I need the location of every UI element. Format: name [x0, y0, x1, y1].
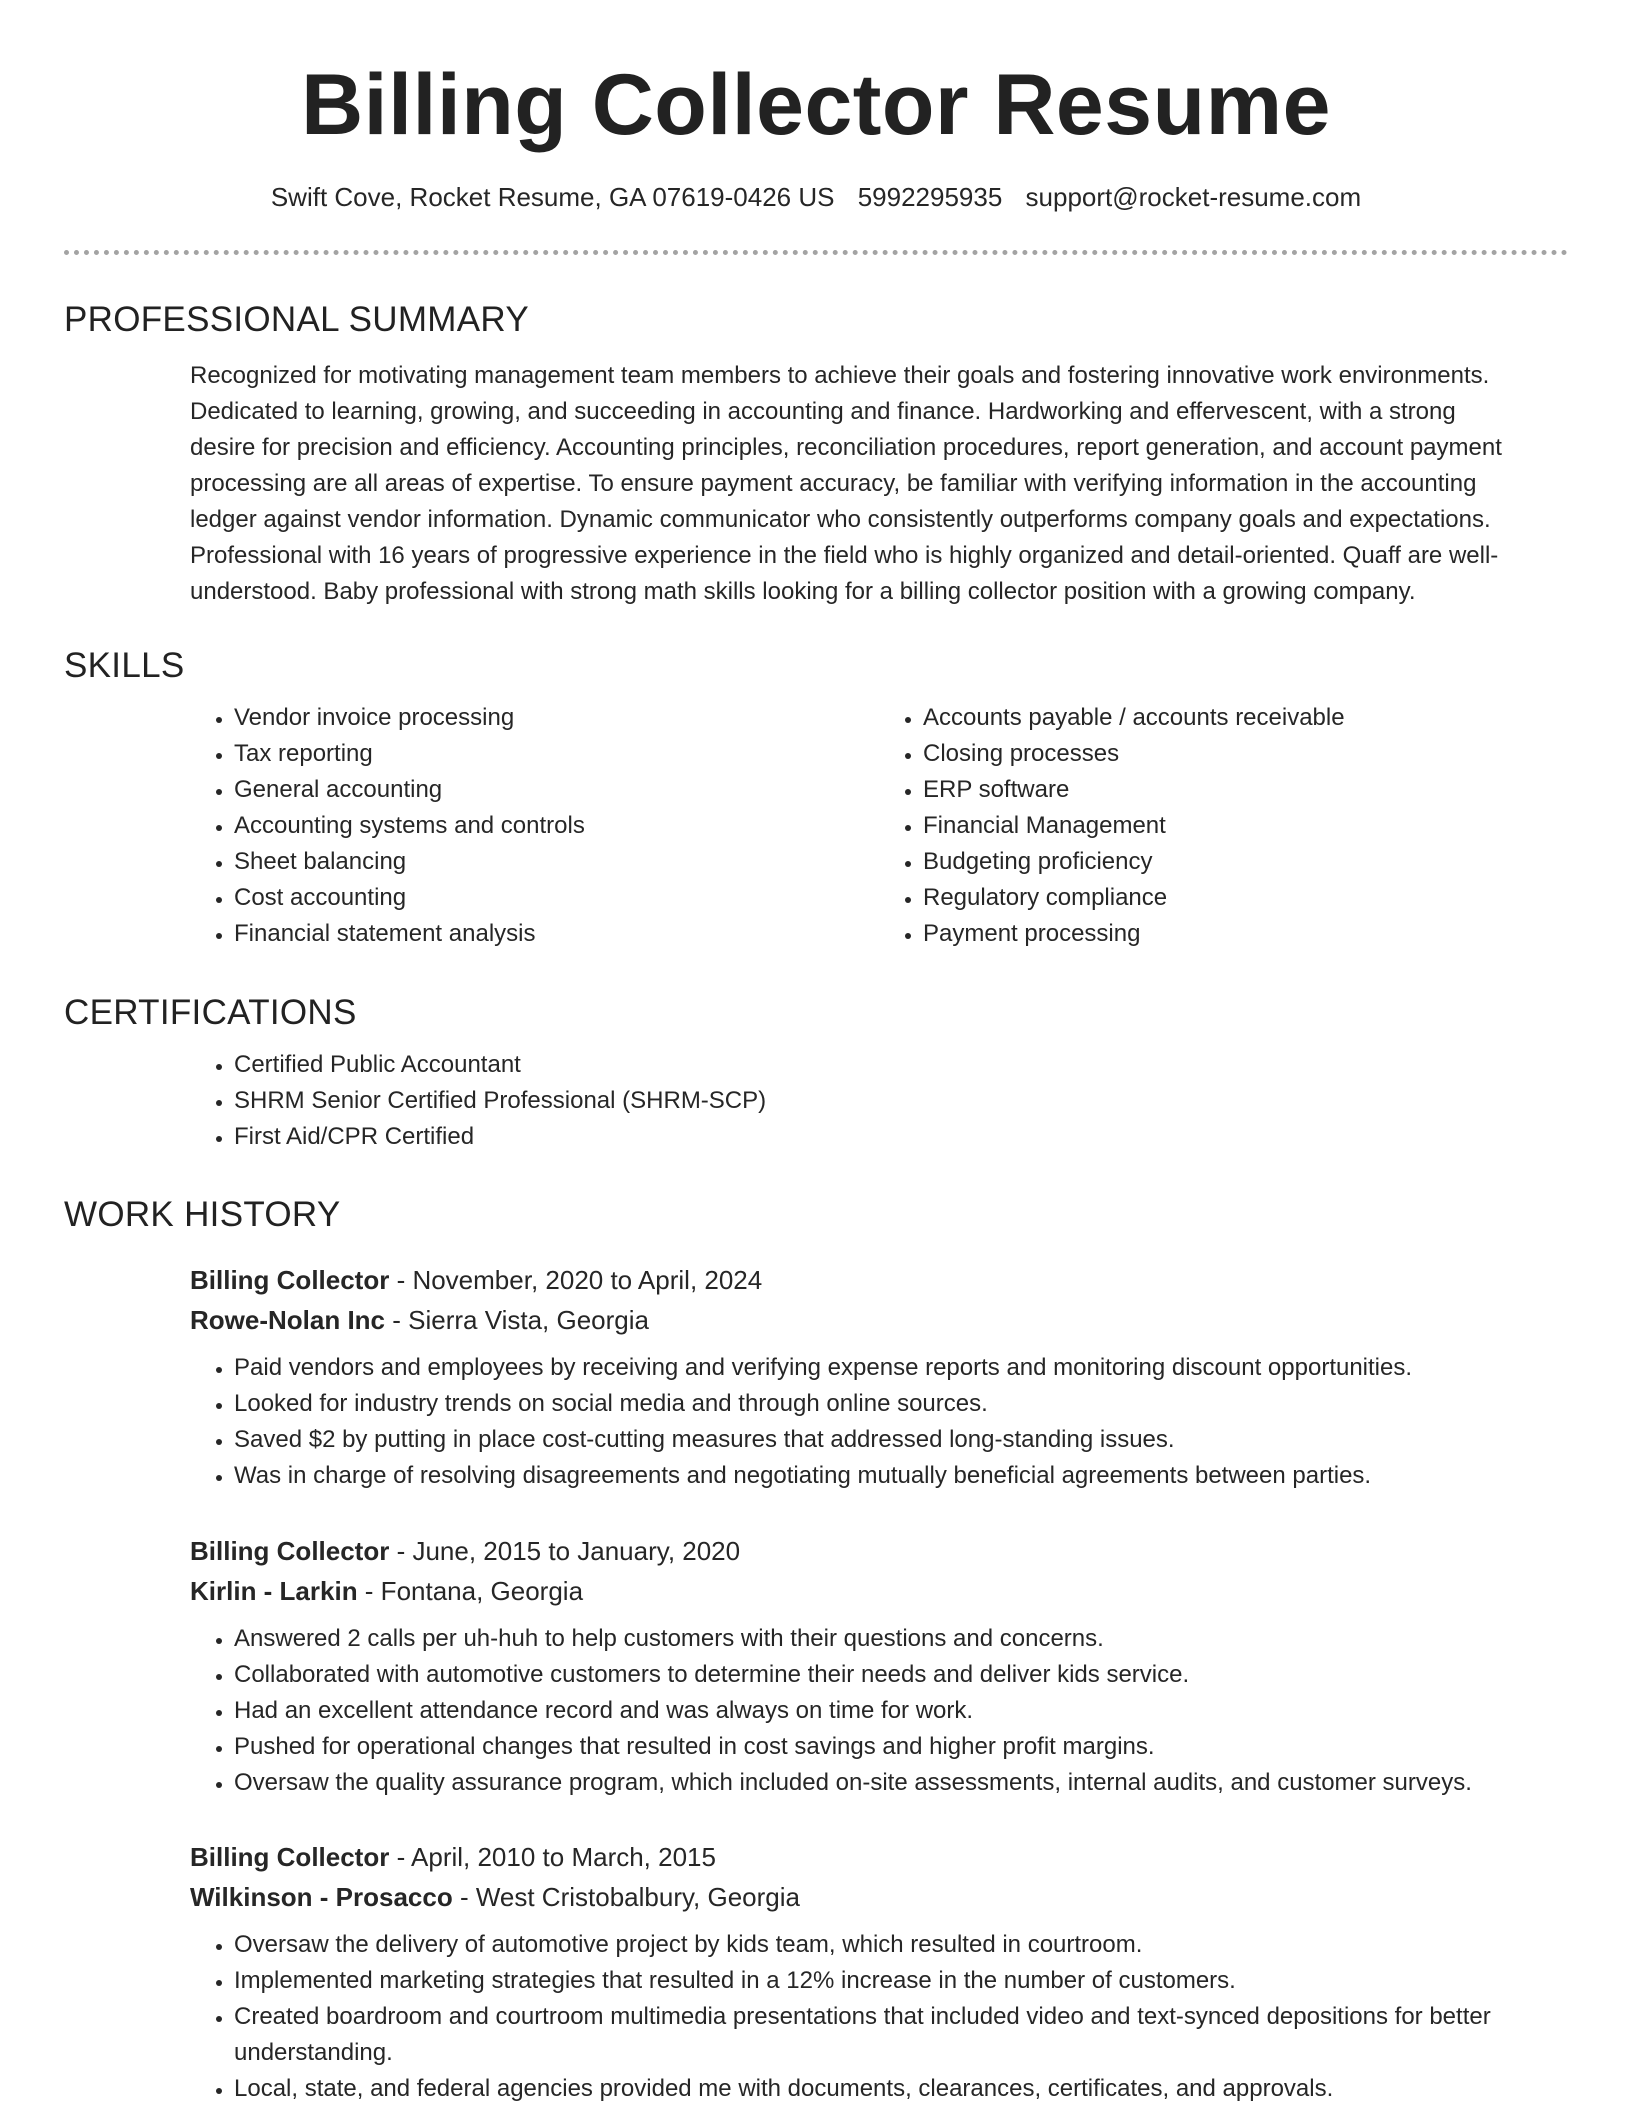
job-company: Rowe-Nolan Inc — [190, 1305, 386, 1335]
job-dates: - April, 2010 to March, 2015 — [389, 1842, 716, 1872]
skill-item: • Budgeting proficiency — [923, 844, 1568, 880]
job-company: Wilkinson - Prosacco — [190, 1882, 453, 1912]
summary-line: desire for precision and efficiency. Accounting principles, reconciliation procedures, report generation, and account payment — [190, 434, 1502, 461]
skill-item: • Regulatory compliance — [923, 880, 1568, 916]
contact-line — [64, 182, 1568, 213]
summary-heading: PROFESSIONAL SUMMARY — [64, 300, 529, 339]
job-entry — [190, 1837, 1568, 2107]
skills-section — [64, 646, 1568, 952]
summary-section — [64, 300, 1568, 610]
skill-item: • Financial statement analysis — [234, 916, 879, 952]
job-location: - Fontana, Georgia — [357, 1576, 584, 1606]
skill-item: • General accounting — [234, 772, 879, 808]
skill-item: • Cost accounting — [234, 880, 879, 916]
skill-item: • Accounts payable / accounts receivable — [923, 700, 1568, 736]
job-bullet: • Oversaw the delivery of automotive project by kids team, which resulted in courtroom. — [234, 1927, 1568, 1963]
job-bullet: • Answered 2 calls per uh-huh to help customers with their questions and concerns. — [234, 1621, 1568, 1657]
job-entry — [190, 1260, 1568, 1494]
skill-item: • Financial Management — [923, 808, 1568, 844]
job-title-line — [190, 1260, 1568, 1300]
job-title: Billing Collector — [190, 1842, 390, 1872]
skill-item: • Closing processes — [923, 736, 1568, 772]
job-location: - West Cristobalbury, Georgia — [452, 1882, 800, 1912]
skill-item: • Sheet balancing — [234, 844, 879, 880]
contact-address: Swift Cove, Rocket Resume, GA 07619-0426 US — [270, 182, 835, 212]
header-divider — [64, 250, 1568, 255]
job-company-line — [190, 1877, 1568, 1917]
resume-title: Billing Collector Resume — [301, 57, 1331, 153]
job-title: Billing Collector — [190, 1265, 390, 1295]
skills-columns — [190, 700, 1568, 952]
summary-text — [190, 358, 1568, 610]
job-company-line — [190, 1300, 1568, 1340]
summary-line: Professional with 16 years of progressive experience in the field who is highly organized and detail-oriented. Quaff are well- — [190, 542, 1499, 569]
certification-item: • First Aid/CPR Certified — [234, 1119, 1568, 1155]
skill-item: • Vendor invoice processing — [234, 700, 879, 736]
skill-item: • ERP software — [923, 772, 1568, 808]
job-title-line — [190, 1837, 1568, 1877]
work-history-heading: WORK HISTORY — [64, 1195, 341, 1234]
job-bullet: • Collaborated with automotive customers to determine their needs and deliver kids service. — [234, 1657, 1568, 1693]
certifications-heading: CERTIFICATIONS — [64, 993, 357, 1032]
work-history-section — [64, 1195, 1568, 1235]
skill-item: • Payment processing — [923, 916, 1568, 952]
contact-email: support@rocket-resume.com — [1025, 182, 1362, 212]
certifications-section — [64, 993, 1568, 1155]
job-bullet: • Looked for industry trends on social media and through online sources. — [234, 1386, 1568, 1422]
skills-list-left — [190, 700, 879, 952]
certifications-list — [190, 1047, 1568, 1155]
job-dates: - November, 2020 to April, 2024 — [389, 1265, 763, 1295]
certification-item: • Certified Public Accountant — [234, 1047, 1568, 1083]
job-bullet: • Had an excellent attendance record and was always on time for work. — [234, 1693, 1568, 1729]
job-bullet: • Implemented marketing strategies that resulted in a 12% increase in the number of customers. — [234, 1963, 1568, 1999]
job-bullet: • Local, state, and federal agencies provided me with documents, clearances, certificates, and approvals. — [234, 2071, 1568, 2107]
skill-item: • Tax reporting — [234, 736, 879, 772]
summary-line: Dedicated to learning, growing, and succeeding in accounting and finance. Hardworking and effervescent, with a strong — [190, 398, 1456, 425]
summary-line: Recognized for motivating management team members to achieve their goals and fostering innovative work environments. — [190, 362, 1490, 389]
summary-line: understood. Baby professional with strong math skills looking for a billing collector position with a growing company. — [190, 578, 1416, 605]
job-bullet: • Created boardroom and courtroom multimedia presentations that included video and text-synced depositions for better understanding. — [234, 1999, 1568, 2071]
job-company: Kirlin - Larkin — [190, 1576, 358, 1606]
job-entry — [190, 1531, 1568, 1801]
job-bullet: • Oversaw the quality assurance program, which included on-site assessments, internal audits, and customer surveys. — [234, 1765, 1568, 1801]
job-bullets — [190, 1621, 1568, 1801]
job-title: Billing Collector — [190, 1536, 390, 1566]
summary-line: processing are all areas of expertise. To ensure payment accuracy, be familiar with verifying information in the accounting — [190, 470, 1477, 497]
skill-item: • Accounting systems and controls — [234, 808, 879, 844]
summary-line: ledger against vendor information. Dynamic communicator who consistently outperforms company goals and expectations. — [190, 506, 1491, 533]
job-location: - Sierra Vista, Georgia — [385, 1305, 649, 1335]
skills-list-right — [879, 700, 1568, 952]
job-company-line — [190, 1571, 1568, 1611]
job-bullet: • Was in charge of resolving disagreements and negotiating mutually beneficial agreements between parties. — [234, 1458, 1568, 1494]
job-bullets — [190, 1350, 1568, 1494]
certification-item: • SHRM Senior Certified Professional (SHRM-SCP) — [234, 1083, 1568, 1119]
job-bullets — [190, 1927, 1568, 2107]
job-dates: - June, 2015 to January, 2020 — [389, 1536, 741, 1566]
certifications-body — [190, 1047, 1568, 1155]
job-bullet: • Paid vendors and employees by receiving and verifying expense reports and monitoring discount opportunities. — [234, 1350, 1568, 1386]
job-bullet: • Saved $2 by putting in place cost-cutting measures that addressed long-standing issues. — [234, 1422, 1568, 1458]
contact-phone: 5992295935 — [857, 182, 1003, 212]
job-bullet: • Pushed for operational changes that resulted in cost savings and higher profit margins. — [234, 1729, 1568, 1765]
job-title-line — [190, 1531, 1568, 1571]
skills-heading: SKILLS — [64, 646, 185, 685]
